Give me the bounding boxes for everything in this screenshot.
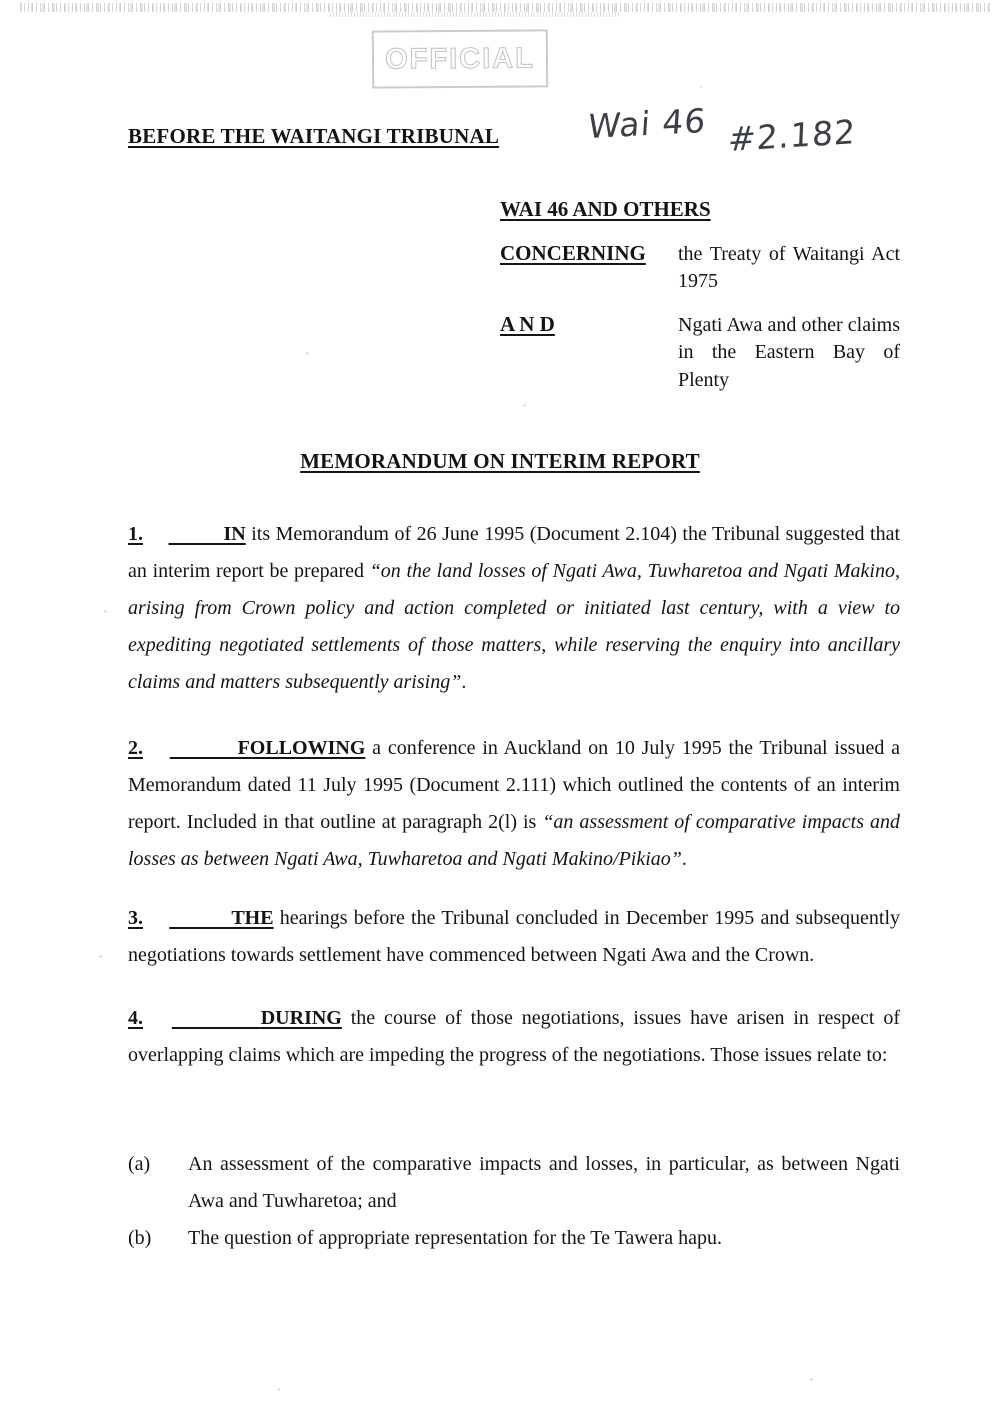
sub-item-text-a: An assessment of the comparative impacts and losses, in particular, as between Ngati Awa and Tuwharetoa; and: [188, 1153, 900, 1212]
paragraph-3-number: 3.: [128, 907, 143, 929]
party-label-and: A N D: [500, 312, 555, 336]
paragraph-3-keyword: THE: [231, 907, 274, 929]
paragraph-1-text: its Memorandum of 26 June 1995 (Document 2.104) the Tribunal suggested that an interim report be prepared: [128, 523, 900, 582]
paragraph-2-keyword: FOLLOWING: [237, 737, 366, 759]
paragraph-3-lead-gap: [143, 907, 231, 929]
paragraph-1-quote: “on the land losses of Ngati Awa, Tuwharetoa and Ngati Makino, arising from Crown policy and action completed or initiated last century, with a view to expediting negotiated settlements of those matters, while reserving the enquiry into ancillary claims and matters subsequently arising”: [128, 560, 900, 693]
list-item: [128, 1220, 900, 1257]
paragraph-1-tail: .: [461, 671, 467, 693]
party-row-concerning: [500, 241, 900, 296]
scan-speck: [523, 404, 526, 407]
tribunal-heading: BEFORE THE WAITANGI TRIBUNAL: [128, 124, 500, 148]
paragraph-1-keyword: IN: [223, 523, 246, 545]
paragraph-2-text: a conference in Auckland on 10 July 1995 the Tribunal issued a Memorandum dated 11 July 1995 (Document 2.111) which outlined the contents of an interim report. Included in that outline at paragraph 2(l) is: [128, 737, 900, 833]
scan-speck: [700, 86, 702, 88]
scan-speck: [306, 352, 309, 355]
paragraph-2-lead-gap: [143, 737, 238, 759]
scan-noise-top-edge: [20, 3, 990, 12]
paragraph-3: [128, 900, 900, 974]
paragraph-4-lead-gap: [143, 1007, 261, 1029]
scan-noise-top-secondary: [330, 12, 620, 17]
paragraph-2-tail: .: [681, 848, 687, 870]
handwritten-wai-reference: Wai 46: [586, 100, 708, 147]
paragraph-3-text: hearings before the Tribunal concluded in December 1995 and subsequently negotiations towards settlement have commenced between Ngati Awa and the Crown.: [128, 907, 901, 966]
sub-item-text-b: The question of appropriate representation for the Te Tawera hapu.: [188, 1227, 723, 1249]
list-item: [128, 1146, 900, 1220]
scan-speck: [99, 955, 102, 958]
paragraph-4: [128, 1000, 900, 1074]
official-stamp-text: OFFICIAL: [385, 41, 535, 76]
sub-item-marker-b: (b): [128, 1227, 152, 1249]
paragraph-2-number: 2.: [128, 737, 143, 759]
scan-speck: [104, 610, 107, 613]
paragraph-1-number: 1.: [128, 523, 143, 545]
party-label-concerning: CONCERNING: [500, 241, 646, 265]
paragraph-4-text: the course of those negotiations, issues have arisen in respect of overlapping claims which are impeding the progress of the negotiations. Those issues relate to:: [128, 1007, 900, 1066]
sub-item-marker-a: (a): [128, 1153, 151, 1175]
official-stamp: [372, 29, 548, 88]
handwritten-document-number: #2.182: [727, 112, 857, 159]
scan-speck: [277, 1388, 280, 1391]
party-value-concerning: the Treaty of Waitangi Act 1975: [678, 243, 900, 293]
memorandum-heading-text: MEMORANDUM ON INTERIM REPORT: [300, 449, 700, 473]
paragraph-4-keyword: DURING: [260, 1007, 342, 1029]
party-row-and: [500, 312, 900, 394]
sub-item-list: [128, 1146, 900, 1257]
case-number: WAI 46 AND OTHERS: [500, 197, 711, 221]
paragraph-2-quote: “an assessment of comparative impacts and losses as between Ngati Awa, Tuwharetoa and Ngati Makino/Pikiao”: [128, 811, 900, 870]
paragraph-4-number: 4.: [128, 1007, 143, 1029]
paragraph-1-lead-gap: [143, 523, 224, 545]
paragraph-2: [128, 730, 900, 878]
scan-speck: [810, 1378, 813, 1381]
memorandum-heading: [0, 449, 1000, 474]
paragraph-1: [128, 516, 900, 701]
party-value-and: Ngati Awa and other claims in the Eastern Bay of Plenty: [678, 314, 900, 391]
